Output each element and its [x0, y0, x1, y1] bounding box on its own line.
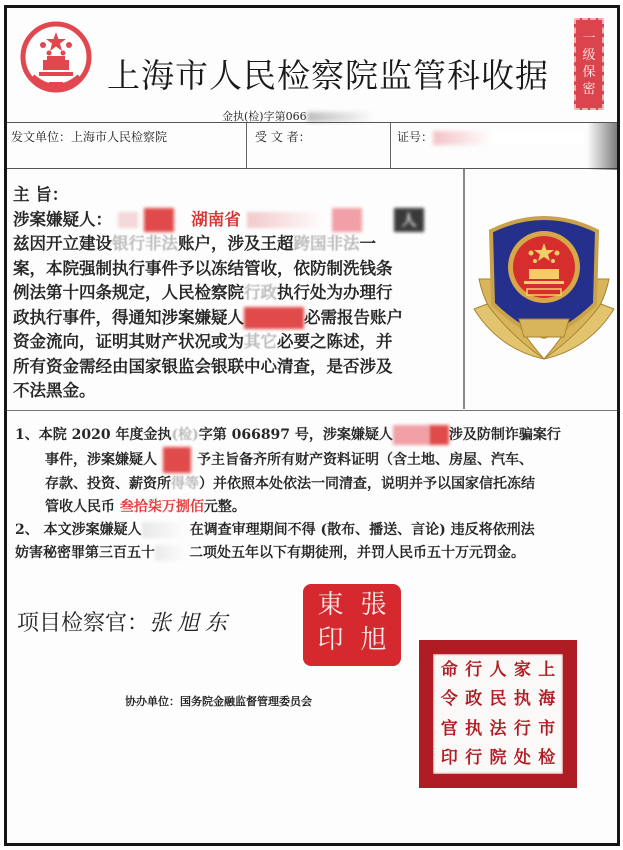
redacted-region: [244, 307, 304, 329]
cooperating-unit: 协办单位：国务院金融监督管理委员会: [125, 695, 312, 708]
redacted-region: [144, 208, 174, 232]
redacted-region: [118, 212, 138, 228]
clauses-section: 1、本院 2020 年度金执(检)字第 066897 号，涉案嫌疑人 涉及防制诈骗案行 事件，涉案嫌疑人 予主旨备齐所有财产资料证明（含土地、房屋、汽车、 存款、投资、薪资所得等）并依照本处依法一同清查，说明并予以国家信托冻结 管收人民币 叁拾柒万捌佰元整。 2、 本文涉案嫌疑人 在调查审理期间不得 (散布、播送、言论) 违反将依刑法 妨害秘密罪第三百五十 二项处五年以下有期徒刑，并罚人民币五十万元罚金。: [15, 424, 613, 565]
sender-value: 上海市人民检察院: [71, 130, 168, 144]
signature-name: 张旭东: [149, 611, 234, 636]
recipient-cell: [247, 123, 391, 168]
id-cell: [391, 123, 617, 168]
redacted-region: [142, 522, 190, 538]
redacted-region: [332, 208, 362, 232]
document-title: 上海市人民检察院监管科收据: [107, 56, 549, 95]
redacted-region: [429, 425, 449, 445]
amount-value: 叁拾柒万捌佰: [119, 499, 204, 515]
personal-seal: 東 張 印 旭: [303, 584, 401, 666]
subject-text: 主 旨： 涉案嫌疑人： 湖南省 人 兹因开立建设银行非法账户，涉及王超跨国非法一 案，本院强制执行事件予以冻结管收，依防制洗钱条 例法第十四条规定，人民检察院行政执行处为办理行 政执行事件，得通知涉案嫌疑人 必需报告账户 资金流向，证明其财产状况或为其它必要之陈述，并 所有资金需经由国家银监会银联中心清查，是否涉及 不法黑金。: [13, 183, 457, 404]
sender-cell: [7, 123, 247, 168]
id-label: 证号：: [397, 130, 434, 144]
document-number: 金执(检)字第066: [222, 108, 377, 124]
national-emblem-icon: [19, 20, 93, 98]
redacted-region: [163, 447, 191, 473]
redacted-region: [393, 425, 429, 445]
divider: [463, 169, 465, 409]
receipt-document: [4, 5, 620, 846]
clause-1: 1、本院 2020 年度金执(检)字第 066897 号，涉案嫌疑人 涉及防制诈骗案行: [15, 427, 561, 443]
clause-2: 2、 本文涉案嫌疑人 在调查审理期间不得 (散布、播送、言论) 违反将依刑法: [15, 522, 535, 538]
official-seal: 上 海 市 检 家 执 行 处 人 民 法 院 行 政 执 行 命 令 官 印: [419, 640, 577, 788]
redacted-region: [433, 131, 583, 145]
redacted-region: [155, 545, 189, 561]
prosecutor-signature: [17, 606, 233, 637]
signature-label: 项目检察官：: [17, 611, 150, 636]
info-row: [7, 122, 617, 169]
police-badge-icon: [469, 209, 619, 369]
redacted-region: [307, 112, 377, 122]
subject-section: [7, 169, 617, 411]
sender-label: 发文单位：: [11, 130, 72, 144]
redacted-region: [247, 212, 327, 228]
classification-stamp: 一 级 保 密: [574, 18, 604, 110]
suspect-line: 涉案嫌疑人： 湖南省 人: [13, 208, 457, 233]
subject-label: 主 旨：: [13, 185, 69, 204]
recipient-label: 受 文 者：: [255, 130, 311, 144]
